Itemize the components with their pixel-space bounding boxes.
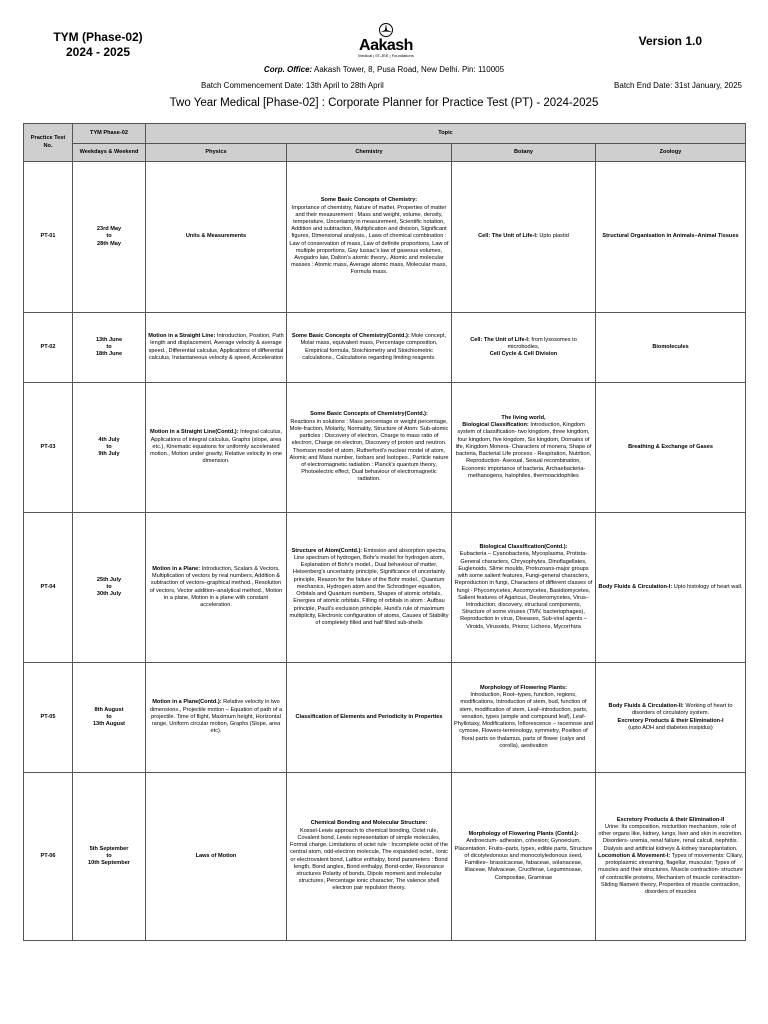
zoology-heading-2: Locomotion & Movement-I: — [598, 852, 671, 859]
zoology-detail: Urine: Its composition, micturition mechanism, role of other organs like, kidney, lungs, liver and skin in excretion. Disorders- uremia, renal failure, renal calculi, nephritis. Dialysis and artificial kidneys & kidney transplantation. — [598, 824, 743, 852]
physics-detail: Introduction, Position, Path length and displacement, Average velocity & average speed., Differential calculus, Applications of differential calculus, Instantaneous velocity & speed, Acceleration — [148, 333, 284, 361]
chemistry-detail: Reactions in solutions : Mass percentage or weight percentage, Mole-fraction, Molarity, Normality, Structure of Atom: Sub-atomic particles : Discovery of electron, Charge to mass ratio of electron, Charge on electron, Discovery of proton and neutron. Thomson model of atom, Rutherford's nuclear model of atom, Atomic and Mass number, Isobars and Isotopes., Particle nature of electromagnetic radiation : Planck's quantum theory, Photoelectric effect, Dual behaviour of electromagnetic radiation. — [289, 418, 449, 483]
aakash-logo — [336, 22, 436, 58]
botany-detail: Upto plastid — [539, 233, 569, 240]
zoology-topic — [596, 162, 746, 313]
physics-heading: Motion in a Straight Line: — [148, 333, 216, 340]
page-title: Two Year Medical [Phase-02] : Corporate Planner for Practice Test (PT) - 2024-2025 — [169, 97, 599, 109]
pt-number: PT-05 — [24, 663, 73, 773]
date-start: 13th June — [95, 336, 123, 343]
chemistry-heading: Some Basic Concepts of Chemistry(Contd.): — [310, 411, 428, 418]
zoology-topic — [596, 773, 746, 941]
botany-detail: Introduction, Kingdom system of classification- two kingdom, three kingdom, four kingdom, five kingdom, Six kingdom, Domains of life, Kingdom Monera- Characters of monera, Shape of bacteria, Bacterial Life process - Respiration, Nutrition, Reproduction- Asexual, Sexual recombination, Economic importance of bacteria, Archaebacteria- methanogens, halophiles, thermoacidophiles — [455, 422, 592, 479]
pt-dates — [73, 383, 146, 513]
physics-heading: Motion in a Plane: — [152, 565, 201, 572]
physics-heading: Units & Measurements — [185, 233, 247, 240]
date-sep: to — [106, 713, 112, 720]
chemistry-heading: Chemical Bonding and Molecular Structure: — [310, 820, 428, 827]
table-row — [24, 313, 746, 383]
date-sep: to — [106, 852, 112, 859]
zoology-topic — [596, 513, 746, 663]
date-end: 18th June — [95, 351, 123, 358]
date-sep: to — [106, 583, 112, 590]
physics-topic — [146, 773, 287, 941]
header-row — [24, 124, 746, 144]
date-start: 8th August — [94, 706, 124, 713]
physics-heading: Motion in a Plane(Contd.): — [152, 699, 222, 706]
zoology-detail-2: Types of movements: Ciliary, protoplasmic streaming, flagellar, muscular; Types of muscles and their structures. Muscle contraction- structure of contractile proteins, Mechanism of muscle contraction-Sliding filament theory, Properties of muscle contraction, disorders of muscles — [598, 852, 743, 895]
physics-heading: Laws of Motion — [195, 852, 237, 859]
pt-dates — [73, 313, 146, 383]
batch-commencement: Batch Commencement Date: 13th April to 28th April — [201, 81, 384, 90]
botany-heading: Cell: The Unit of Life-I: — [470, 336, 530, 343]
botany-detail: Androecium- adhesion, cohesion; Gynoecium, Placentation, Fruits–parts, types, edible parts, Structure of dicotyledonous and monocotyledonous seed, Families– brassicaceae, fabaceae, solanaceae, liliaceae, Malvaceae, Cruciferae, Leguminosae, Compositae, Graminae — [454, 838, 593, 881]
date-sep: to — [106, 233, 112, 240]
botany-topic — [452, 383, 596, 513]
chemistry-detail: Importance of chemistry, Nature of matter, Properties of matter and their measurement : Mass and weight, volume, density, temperature, Uncertainty in measurement, Scientific notation, Addition and subtraction, Multiplication and division, Significant figures, Dimensional analysis., Laws of chemical combination : Law of conservation of mass, Law of definite proportions, Law of multiple proportions, Gay lussac's law of gaseous volumes, Avogadro law, Dalton's atomic theory., Atomic and molecular masses : Atomic mass, Average atomic mass, Molecular mass, Formula mass. — [289, 204, 449, 276]
botany-detail: Introduction, Root–types, function, regions, modifications, Introduction of stem, bud, function of stem, modification of stem, Leaf–introduction, parts, venation, types (simple and compound leaf), Leaf-Phyllotaxy, Modifications, Inflorescence – racemose and cymose, Flowers-terminology, symmetry, Position of floral parts on thalamus, parts of flower (calyx and corolla), aestivation — [454, 692, 593, 749]
botany-topic — [452, 773, 596, 941]
zoology-topic — [596, 383, 746, 513]
pt-dates — [73, 162, 146, 313]
zoology-heading: Breathing & Exchange of Gases — [628, 443, 713, 450]
physics-detail: Integral calculus, Applications of integral calculus, Graphs (slope, area etc.), Kinematic equations for uniformly accelerated motion., Motion under gravity, Relative velocity in one dimension. — [149, 429, 283, 465]
version-label: Version 1.0 — [638, 34, 702, 48]
zoology-detail-2: (upto ADH and diabetes insipidus) — [628, 724, 713, 731]
pt-number: PT-04 — [24, 513, 73, 663]
chemistry-detail: Kossel-Lewis approach to chemical bonding, Octet rule, Covalent bond, Lewis representation of simple molecules, Formal charge, Limitations of octet rule : Incomplete octet of the central atom, odd-electron molecule, The expanded octet., Ionic or electrovalent bond, Lattice enthalpy, bond parameters : Bond length, Bond angles, Bond enthalpy, Bond-order, Resonance structures Polarity of bonds, Dipole moment and molecular structures, Percentage ionic character, The valence shell electron pair repulsion theory. — [290, 827, 448, 892]
col-topic: Topic — [146, 124, 746, 144]
zoology-detail: Upto histology of heart wall. — [673, 583, 743, 590]
brand-tagline: Medical | IIT-JEE | Foundations — [358, 53, 414, 58]
date-start: 4th July — [98, 436, 120, 443]
col-practice-test: Practice Test No. — [24, 124, 73, 162]
table-row — [24, 383, 746, 513]
chemistry-detail: Mole concept, Molar mass, equivalent mass, Percentage composition, Empirical formula, Stoichiometry and Stoichiometric calculations., Calculations regarding limiting reagents. — [300, 333, 447, 361]
batch-label — [28, 30, 168, 60]
physics-topic — [146, 513, 287, 663]
col-physics: Physics — [146, 144, 287, 162]
table-row — [24, 663, 746, 773]
office-label: Corp. Office: — [263, 65, 313, 74]
physics-detail: Introduction, Scalars & Vectors, Multiplication of vectors by real numbers, Addition & subtraction of vectors–graphical method., Resolution of vectors, Vector addition–analytical method., Motion in a plane, Motion in a plane with constant acceleration. — [149, 565, 283, 608]
botany-topic — [452, 663, 596, 773]
date-start: 25th July — [96, 576, 122, 583]
chemistry-heading: Structure of Atom(Contd.): — [291, 547, 363, 554]
physics-topic — [146, 663, 287, 773]
zoology-heading: Biomolecules — [652, 343, 689, 350]
pt-dates — [73, 773, 146, 941]
pt-number: PT-01 — [24, 162, 73, 313]
chemistry-heading: Some Basic Concepts of Chemistry(Contd.): — [291, 333, 410, 340]
botany-heading: Morphology of Flowering Plants: — [479, 685, 567, 692]
emblem-icon — [378, 22, 394, 38]
table-row — [24, 773, 746, 941]
pt-number: PT-03 — [24, 383, 73, 513]
botany-heading: Cell: The Unit of Life-I: — [478, 233, 538, 240]
batch-end — [614, 81, 742, 90]
physics-heading: Motion in a Straight Line(Contd.): — [149, 429, 239, 436]
chemistry-topic — [287, 773, 452, 941]
botany-detail: Eubacteria – Cyanobacteria, Mycoplasma, Protista-General characters, Chrysophytes, Dinoflagellates, Euglenoids, Slime moulds, Protozoans-major groups with some salient features, Fungi-general characters, Reproduction in fungi, Characters of different classes of fungi - Phycomycetes, Ascomycetes, Basidiomycetes, Salient features of Agaricus, Deuteromycetes, Virus–Introduction, discovery, structural components, Structure of some viruses (TMV, bacteriophages), Reproduction in virus, Diseases, Sub-viral agents – Viroids, Virusoids, Prions; Lichens, Mycorrhiza — [454, 551, 593, 630]
physics-topic — [146, 313, 287, 383]
botany-topic — [452, 162, 596, 313]
botany-topic — [452, 313, 596, 383]
date-sep: to — [106, 443, 112, 450]
date-end: 28th May — [97, 240, 121, 247]
chemistry-topic — [287, 383, 452, 513]
batch-end-label: Batch End Date: — [614, 81, 673, 90]
date-start: 23rd May — [96, 226, 122, 233]
col-zoology: Zoology — [596, 144, 746, 162]
col-botany: Botany — [452, 144, 596, 162]
zoology-heading: Body Fluids & Circulation-II: — [608, 703, 684, 710]
botany-topic — [452, 513, 596, 663]
planner-table — [23, 123, 746, 941]
table-row — [24, 162, 746, 313]
physics-detail: Relative velocity in two dimensions., Projectile motion – Equation of path of a projectile. Time of flight, Maximum height, Horizontal range, Uniform circular motion, Graphs (Slope, area etc). — [149, 699, 283, 735]
pt-number: PT-02 — [24, 313, 73, 383]
pt-number: PT-06 — [24, 773, 73, 941]
zoology-topic — [596, 313, 746, 383]
date-end: 30th July — [96, 591, 122, 598]
batch-session: 2024 - 2025 — [65, 45, 131, 59]
physics-topic — [146, 162, 287, 313]
botany-heading: The living world, — [501, 415, 546, 422]
corporate-office — [0, 65, 768, 74]
zoology-detail: Working of heart to disorders of circulatory system. — [631, 703, 733, 717]
pt-dates — [73, 663, 146, 773]
botany-heading: Biological Classification(Contd.): — [479, 544, 568, 551]
date-end: 13th August — [92, 721, 126, 728]
chemistry-detail: Emission and absorption spectra, Line spectrum of hydrogen, Bohr's model for hydrogen atom, Explanation of Bohr's model., Dual behaviour of matter, Heisenberg's uncertainty principle, Significance of uncertainty principle, Reason for the failure of the Bohr model., Quantum mechanics, Hydrogen atom and the Schrodinger equation, Orbitals and Quantum numbers, Shapes of atomic orbitals, Energies of atomic orbitals, Filling of orbitals in atom : Aufbau principle, Pauli's exclusion principle, Hund's rule of maximum multiplicity, Electronic configuration of atoms, Causes of Stability of completely filled and half filled sub-shells — [289, 547, 449, 626]
zoology-heading: Body Fluids & Circulation-I: — [598, 583, 673, 590]
chemistry-heading: Some Basic Concepts of Chemistry: — [320, 197, 418, 204]
date-start: 5th September — [89, 845, 129, 852]
chemistry-topic — [287, 663, 452, 773]
botany-heading-2: Biological Classification: — [462, 422, 529, 429]
batch-name: TYM (Phase-02) — [53, 30, 143, 44]
date-sep: to — [106, 343, 112, 350]
date-end: 9th July — [98, 451, 120, 458]
brand-name: Aakash — [359, 37, 413, 54]
zoology-heading: Excretory Products & their Elimination-II — [616, 816, 725, 823]
botany-heading-2: Cell Cycle & Cell Division — [489, 351, 558, 358]
zoology-heading-2: Excretory Products & their Elimination-I — [617, 717, 724, 724]
batch-end-value: 31st January, 2025 — [674, 81, 742, 90]
physics-topic — [146, 383, 287, 513]
chemistry-heading: Classification of Elements and Periodicity in Properties — [295, 713, 443, 720]
pt-dates — [73, 513, 146, 663]
date-end: 10th September — [88, 860, 130, 867]
col-chemistry: Chemistry — [287, 144, 452, 162]
chemistry-topic — [287, 162, 452, 313]
botany-detail: from lysosomes to microbodies, — [507, 336, 577, 350]
zoology-topic — [596, 663, 746, 773]
col-tym-phase: TYM Phase-02 — [73, 124, 146, 144]
botany-heading: Morphology of Flowering Plants (Contd.): — [468, 831, 579, 838]
zoology-heading: Structural Organisation in Animals–Animal Tissues — [602, 233, 739, 240]
subheader-row — [24, 144, 746, 162]
chemistry-topic — [287, 513, 452, 663]
col-weekdays: Weekdays & Weekend — [73, 144, 146, 162]
table-row — [24, 513, 746, 663]
chemistry-topic — [287, 313, 452, 383]
office-address: Aakash Tower, 8, Pusa Road, New Delhi. Pin: 110005 — [314, 65, 505, 74]
